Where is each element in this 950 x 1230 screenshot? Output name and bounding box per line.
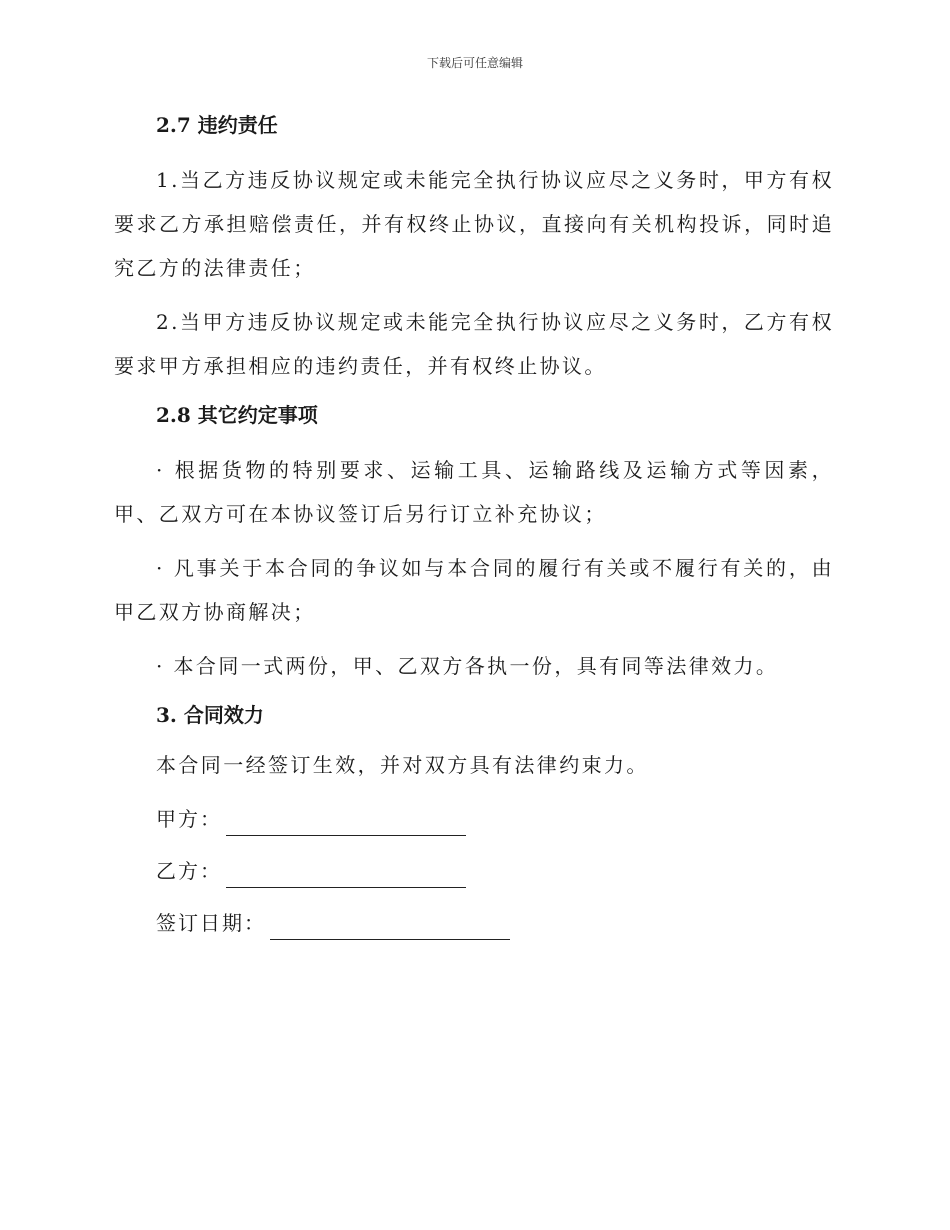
signing-date-row — [156, 906, 834, 940]
party-a-signature-line[interactable] — [226, 813, 466, 836]
page-header: 下载后可任意编辑 — [426, 56, 523, 70]
signing-date-line[interactable] — [270, 917, 510, 940]
signing-date-label: 签订日期： — [156, 911, 266, 935]
party-a-label: 甲方： — [156, 807, 222, 831]
section-2-7-clause-1: 1.当乙方违反协议规定或未能完全执行协议应尽之义务时，甲方有权要求乙方承担赔偿责任，并有权终止协议，直接向有关机构投诉，同时追究乙方的法律责任； — [114, 168, 834, 280]
party-b-label: 乙方： — [156, 859, 222, 883]
section-2-8-item-1: · 根据货物的特别要求、运输工具、运输路线及运输方式等因素，甲、乙双方可在本协议签订后另行订立补充协议； — [114, 458, 834, 526]
document-body — [114, 108, 834, 958]
section-2-8-heading: 2.8 其它约定事项 — [156, 403, 318, 427]
section-2-8-item-3: · 本合同一式两份，甲、乙双方各执一份，具有同等法律效力。 — [156, 654, 779, 678]
section-2-7-heading: 2.7 违约责任 — [156, 113, 278, 137]
section-2-8-item-2: · 凡事关于本合同的争议如与本合同的履行有关或不履行有关的，由甲乙双方协商解决； — [114, 556, 834, 624]
section-2-7-clause-2: 2.当甲方违反协议规定或未能完全执行协议应尽之义务时，乙方有权要求甲方承担相应的违约责任，并有权终止协议。 — [114, 310, 834, 378]
party-a-signature-row — [156, 802, 834, 836]
party-b-signature-line[interactable] — [226, 865, 466, 888]
section-3-heading: 3. 合同效力 — [156, 703, 264, 727]
party-b-signature-row — [156, 854, 834, 888]
section-3-text: 本合同一经签订生效，并对双方具有法律约束力。 — [156, 753, 649, 777]
